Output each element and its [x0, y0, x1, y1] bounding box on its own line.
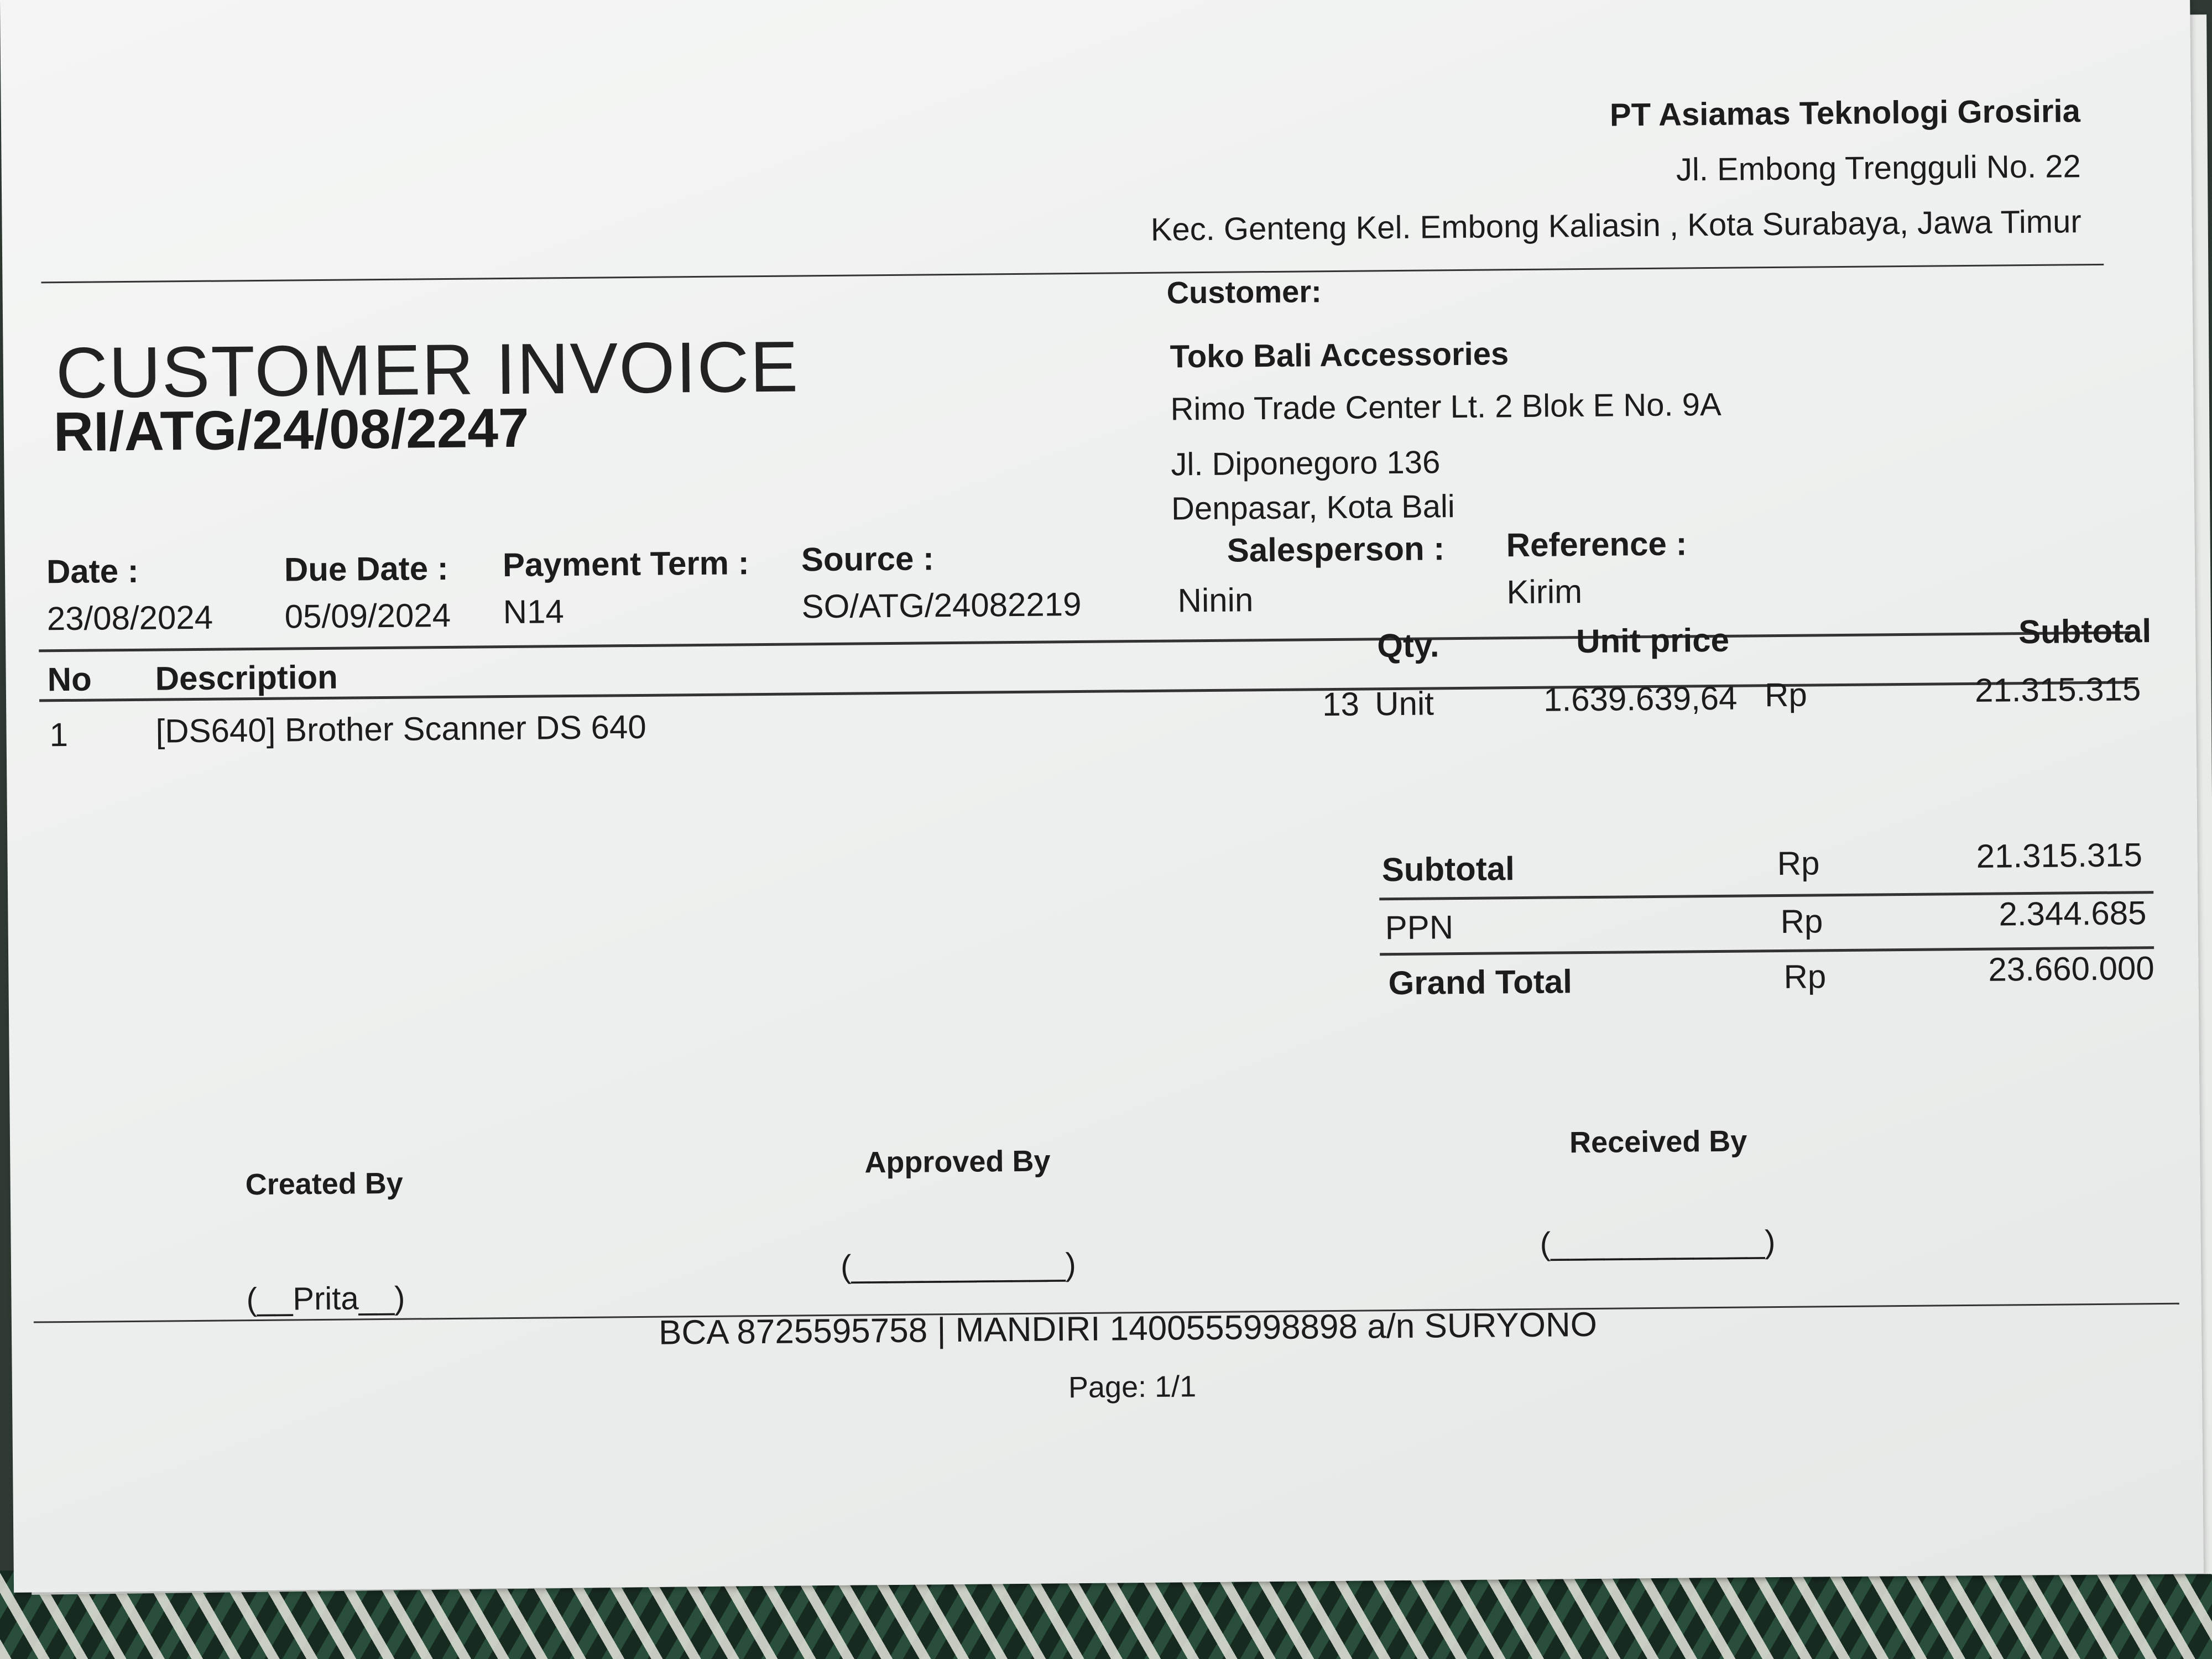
created-by-signature: (__Prita__) — [246, 1280, 405, 1318]
column-header-unit-price: Unit price — [1575, 621, 1730, 660]
subtotal-value: 21.315.315 — [1976, 836, 2143, 875]
column-header-qty: Qty. — [1376, 627, 1439, 665]
row-uom: Unit — [1374, 685, 1434, 723]
row-currency: Rp — [1764, 676, 1808, 714]
invoice-number: RI/ATG/24/08/2247 — [53, 397, 529, 463]
row-description: [DS640] Brother Scanner DS 640 — [155, 708, 646, 750]
company-name: PT Asiamas Teknologi Grosiria — [1609, 93, 2081, 133]
approved-by-signature: (____________) — [840, 1246, 1077, 1285]
created-by-label: Created By — [245, 1166, 404, 1202]
received-by-label: Received By — [1569, 1124, 1747, 1160]
received-by-signature: (____________) — [1540, 1224, 1776, 1262]
grand-total-currency: Rp — [1783, 958, 1827, 995]
column-header-subtotal: Subtotal — [2018, 612, 2152, 651]
salesperson: Ninin — [1177, 581, 1254, 619]
customer-address-line: Denpasar, Kota Bali — [1171, 488, 1455, 527]
table-header-border — [39, 681, 2135, 702]
page-number: Page: 1/1 — [1068, 1370, 1197, 1405]
due-date-label: Due Date : — [284, 549, 449, 588]
ppn-label: PPN — [1385, 909, 1454, 947]
row-qty: 13 — [1322, 685, 1360, 723]
invoice-date: 23/08/2024 — [46, 598, 213, 638]
approved-by-label: Approved By — [864, 1144, 1051, 1180]
ppn-currency: Rp — [1780, 902, 1823, 940]
company-address-line2: Kec. Genteng Kel. Embong Kaliasin , Kota Surabaya, Jawa Timur — [1150, 204, 2081, 248]
column-header-no: No — [47, 660, 92, 698]
grand-total-label: Grand Total — [1388, 963, 1573, 1002]
due-date: 05/09/2024 — [284, 596, 451, 635]
customer-address-line: Rimo Trade Center Lt. 2 Blok E No. 9A — [1170, 386, 1721, 427]
bank-account-info: BCA 8725595758 | MANDIRI 1400555998898 a/n SURYONO — [658, 1305, 1598, 1352]
payment-term-label: Payment Term : — [502, 544, 749, 584]
source-order: SO/ATG/24082219 — [801, 585, 1082, 625]
column-header-description: Description — [155, 658, 338, 697]
grand-total-value: 23.660.000 — [1988, 950, 2155, 988]
customer-address-line: Jl. Diponegoro 136 — [1171, 444, 1441, 483]
date-label: Date : — [46, 552, 139, 591]
row-subtotal: 21.315.315 — [1974, 670, 2141, 709]
document-title: CUSTOMER INVOICE — [55, 326, 800, 414]
reference-label: Reference : — [1506, 525, 1687, 564]
subtotal-label: Subtotal — [1381, 850, 1515, 889]
customer-name: Toko Bali Accessories — [1170, 336, 1509, 375]
customer-label: Customer: — [1166, 274, 1322, 310]
ppn-value: 2.344.685 — [1999, 894, 2147, 933]
source-label: Source : — [801, 540, 935, 578]
company-address-line1: Jl. Embong Trengguli No. 22 — [1676, 148, 2081, 188]
payment-term: N14 — [503, 593, 565, 631]
salesperson-label: Salesperson : — [1227, 530, 1445, 569]
row-unit-price: 1.639.639,64 — [1543, 679, 1738, 718]
header-divider — [41, 264, 2104, 284]
row-no: 1 — [49, 716, 69, 754]
subtotal-currency: Rp — [1777, 844, 1820, 883]
reference: Kirim — [1506, 573, 1583, 611]
